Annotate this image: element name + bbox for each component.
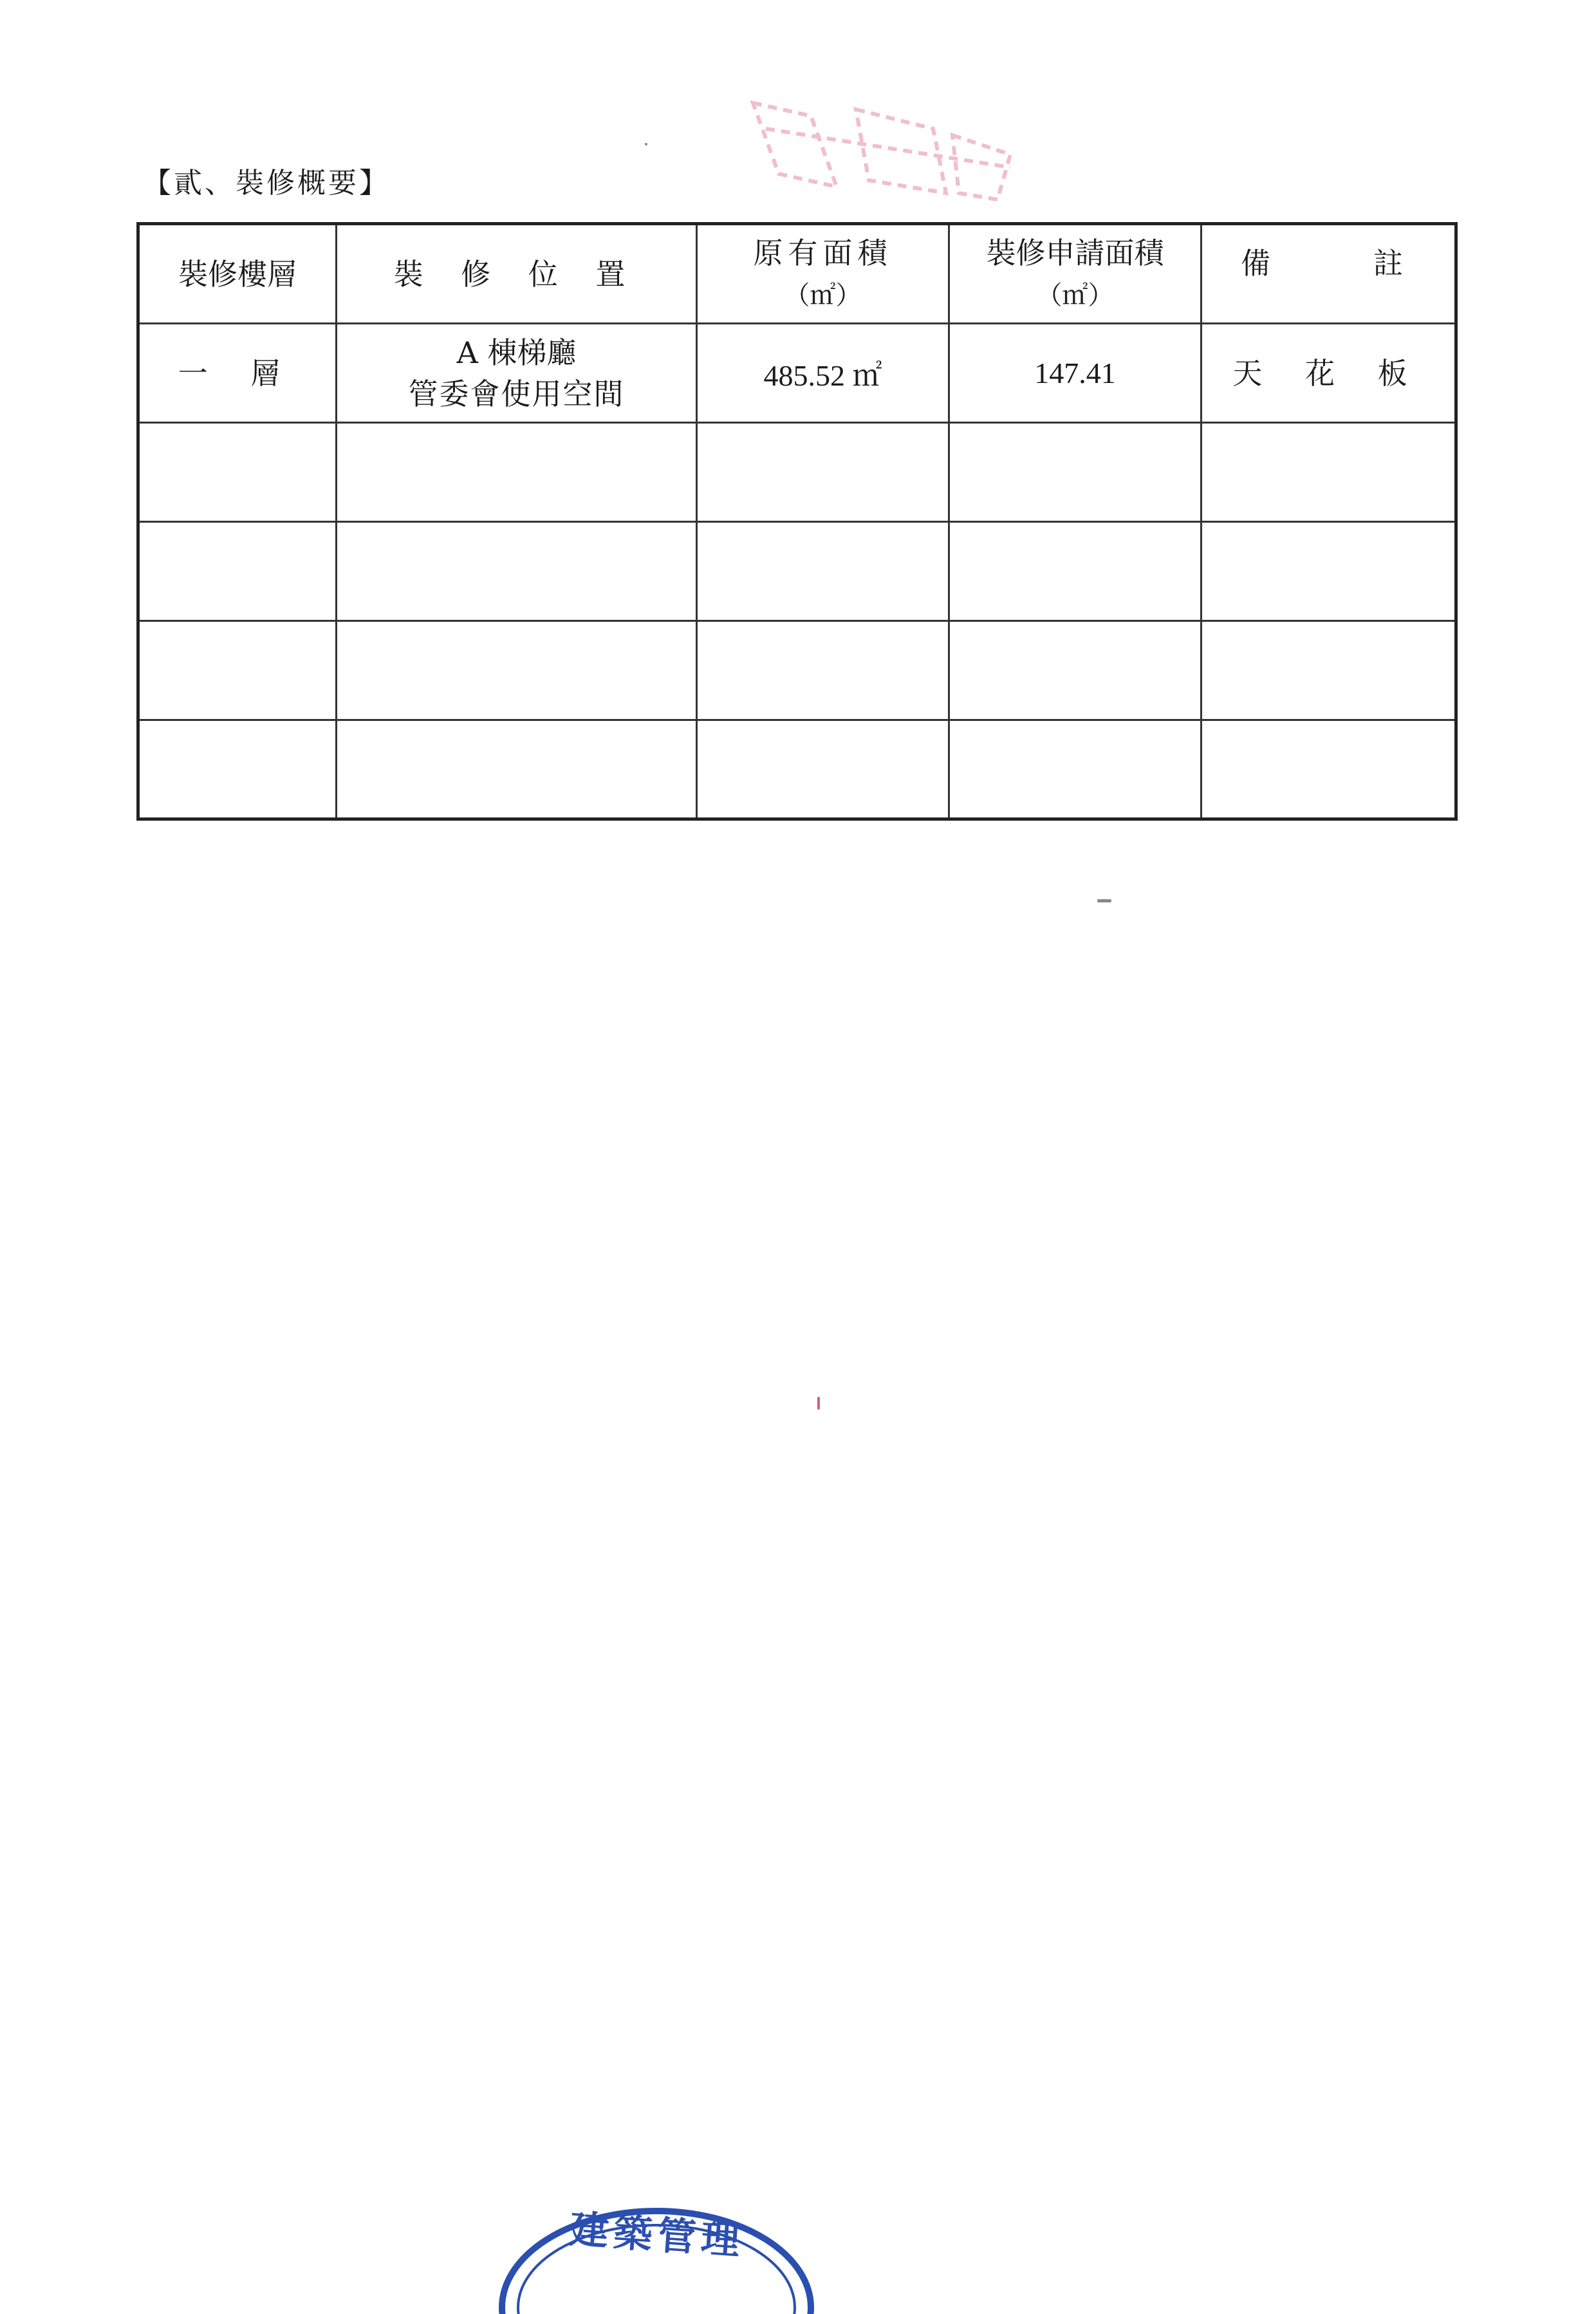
section-heading: 【貳、裝修概要】 <box>143 167 390 200</box>
cell-applied-area: 147.41 <box>949 324 1202 423</box>
cell-floor <box>138 720 337 819</box>
header-remarks <box>1202 224 1456 324</box>
svg-text:建築管理: 建築管理 <box>568 2207 747 2264</box>
cell-location <box>337 720 697 819</box>
table-row <box>138 621 1456 720</box>
cell-location <box>337 324 697 423</box>
header-original-area: 原有面積 （㎡） <box>697 224 949 324</box>
cell-applied-area <box>949 621 1202 720</box>
cell-floor <box>138 522 337 621</box>
cell-original-area <box>697 720 949 819</box>
cell-remarks <box>1202 522 1456 621</box>
scan-speck <box>817 1397 820 1410</box>
cell-applied-area <box>949 423 1202 522</box>
cell-original-area <box>697 423 949 522</box>
cell-remarks <box>1202 621 1456 720</box>
faded-stamp <box>740 90 1023 206</box>
header-floor: 裝修樓層 <box>138 224 337 324</box>
cell-original-area <box>697 522 949 621</box>
renovation-summary-table <box>136 222 1458 821</box>
cell-applied-area <box>949 522 1202 621</box>
table-row <box>138 720 1456 819</box>
cell-applied-area <box>949 720 1202 819</box>
official-seal <box>489 2185 824 2314</box>
cell-floor: 一 層 <box>138 324 337 423</box>
cell-location <box>337 522 697 621</box>
cell-original-area <box>697 621 949 720</box>
cell-remarks <box>1202 720 1456 819</box>
scan-speck <box>1097 899 1111 902</box>
table-row <box>138 522 1456 621</box>
cell-floor <box>138 423 337 522</box>
table-row <box>138 423 1456 522</box>
scan-speck <box>645 143 647 145</box>
cell-location <box>337 423 697 522</box>
cell-remarks <box>1202 423 1456 522</box>
cell-floor <box>138 621 337 720</box>
cell-remarks: 天 花 板 <box>1202 324 1456 423</box>
header-remarks-left: 備 <box>1241 245 1270 281</box>
header-applied-area: 裝修申請面積 （㎡） <box>949 224 1202 324</box>
table-row <box>138 324 1456 423</box>
header-location: 裝 修 位 置 <box>337 224 697 324</box>
table-header-row <box>138 224 1456 324</box>
header-remarks-right: 註 <box>1373 245 1403 281</box>
cell-location <box>337 621 697 720</box>
location-line-2: 管委會使用空間 <box>408 376 625 411</box>
location-line-1: A 棟梯廳 <box>456 335 577 370</box>
cell-original-area: 485.52 ㎡ <box>697 324 949 423</box>
